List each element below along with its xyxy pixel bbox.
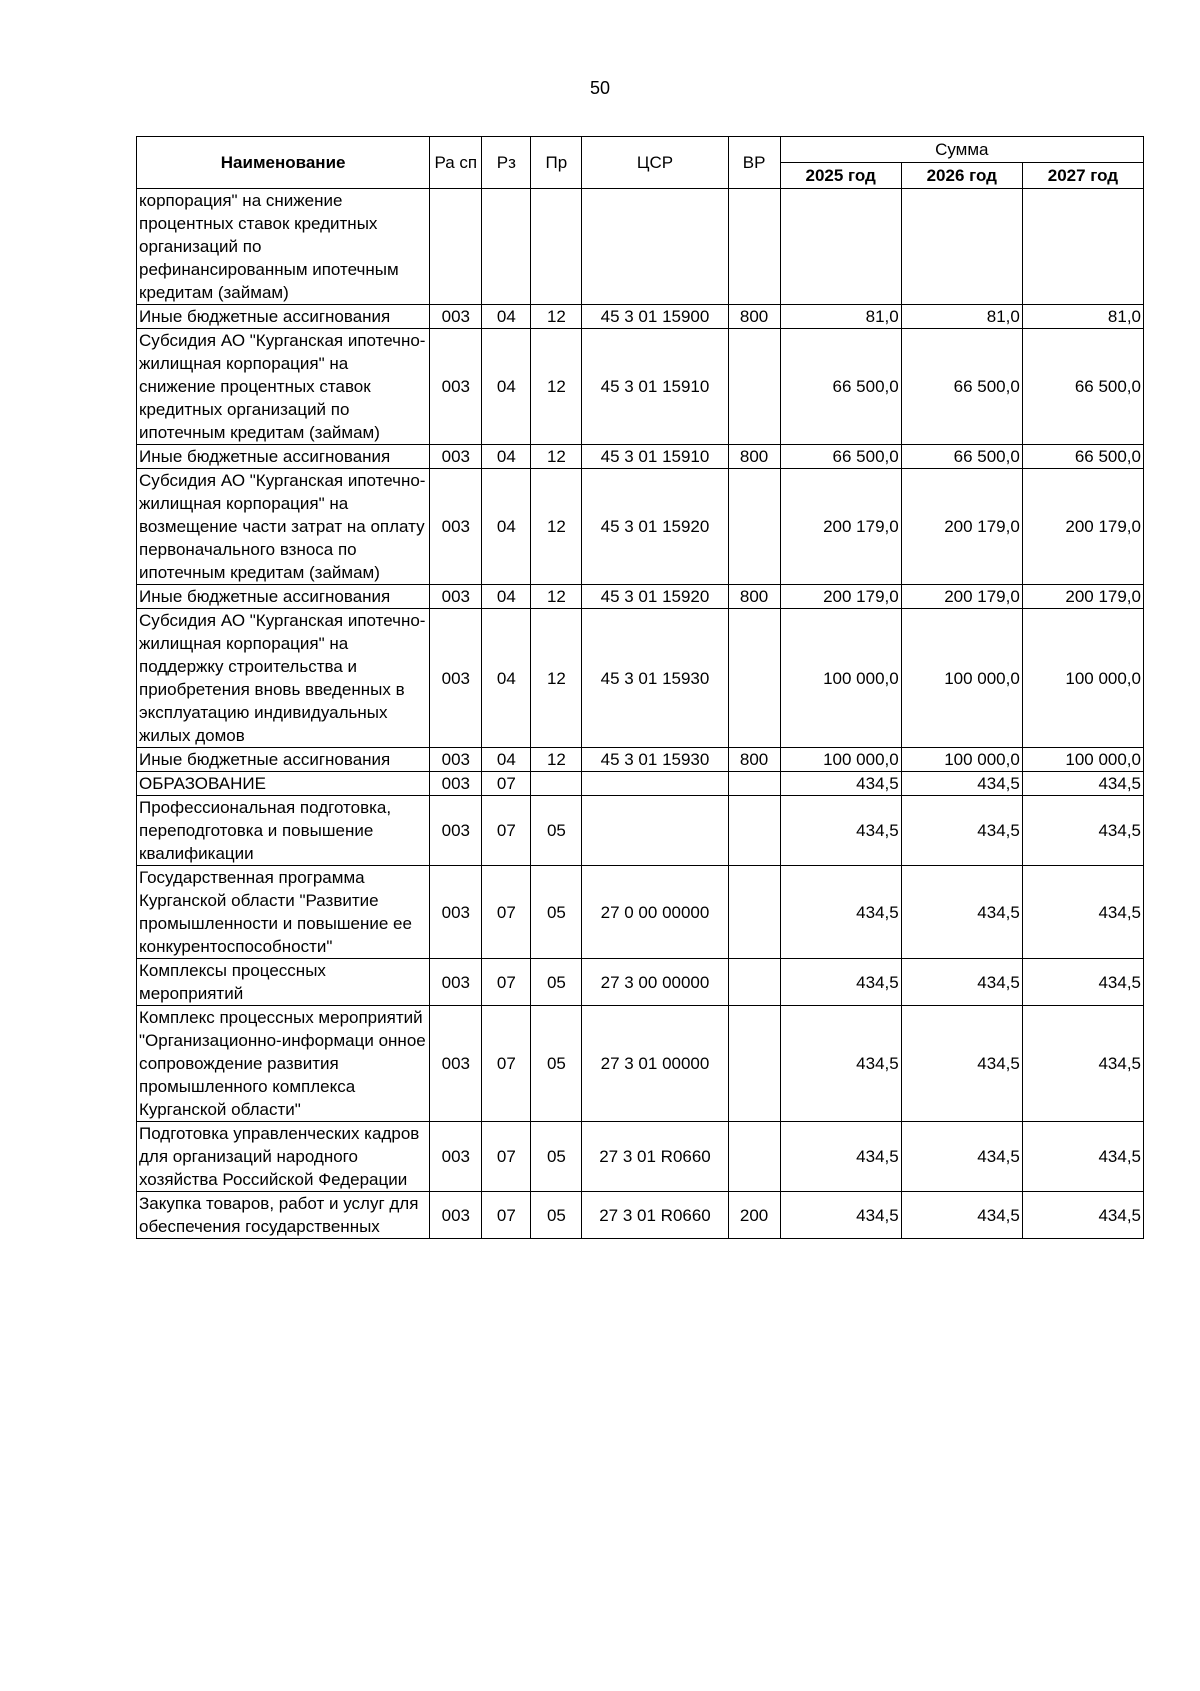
cell-csr xyxy=(582,772,728,796)
cell-pr: 12 xyxy=(531,609,582,748)
cell-rz: 07 xyxy=(482,1006,531,1122)
cell-2027: 434,5 xyxy=(1022,1192,1143,1239)
table-row xyxy=(137,585,1144,609)
cell-2026: 434,5 xyxy=(901,1006,1022,1122)
cell-pr: 05 xyxy=(531,1122,582,1192)
cell-rasp: 003 xyxy=(430,585,482,609)
cell-name: Комплексы процессных мероприятий xyxy=(137,959,430,1006)
table-row xyxy=(137,796,1144,866)
cell-2026: 434,5 xyxy=(901,772,1022,796)
cell-2025: 434,5 xyxy=(780,772,901,796)
table-row xyxy=(137,609,1144,748)
cell-2026: 434,5 xyxy=(901,866,1022,959)
cell-pr: 12 xyxy=(531,469,582,585)
cell-rz: 07 xyxy=(482,772,531,796)
table-row xyxy=(137,959,1144,1006)
cell-rasp: 003 xyxy=(430,1192,482,1239)
cell-rz: 07 xyxy=(482,866,531,959)
cell-rz: 04 xyxy=(482,305,531,329)
cell-2025: 200 179,0 xyxy=(780,469,901,585)
cell-rz: 07 xyxy=(482,959,531,1006)
table-row xyxy=(137,772,1144,796)
cell-rasp: 003 xyxy=(430,445,482,469)
cell-csr: 45 3 01 15910 xyxy=(582,329,728,445)
cell-rz: 04 xyxy=(482,748,531,772)
cell-rasp: 003 xyxy=(430,748,482,772)
cell-2027: 100 000,0 xyxy=(1022,609,1143,748)
cell-2026: 66 500,0 xyxy=(901,445,1022,469)
cell-2026: 100 000,0 xyxy=(901,748,1022,772)
header-name: Наименование xyxy=(137,137,430,189)
cell-2026: 434,5 xyxy=(901,1192,1022,1239)
cell-csr: 27 3 00 00000 xyxy=(582,959,728,1006)
page-number: 50 xyxy=(589,78,611,98)
cell-2027: 200 179,0 xyxy=(1022,469,1143,585)
cell-vr xyxy=(728,189,780,305)
cell-vr xyxy=(728,1006,780,1122)
cell-2025: 434,5 xyxy=(780,866,901,959)
cell-rz: 04 xyxy=(482,585,531,609)
cell-name: Профессиональная подготовка, переподготовка и повышение квалификации xyxy=(137,796,430,866)
cell-name: Закупка товаров, работ и услуг для обеспечения государственных xyxy=(137,1192,430,1239)
cell-pr: 05 xyxy=(531,959,582,1006)
cell-name: Иные бюджетные ассигнования xyxy=(137,748,430,772)
cell-vr: 800 xyxy=(728,748,780,772)
cell-rasp: 003 xyxy=(430,1006,482,1122)
cell-name: Иные бюджетные ассигнования xyxy=(137,305,430,329)
cell-2025: 434,5 xyxy=(780,1122,901,1192)
cell-csr: 27 3 01 R0660 xyxy=(582,1122,728,1192)
cell-vr xyxy=(728,609,780,748)
table-body xyxy=(137,189,1144,1239)
header-year-2027: 2027 год xyxy=(1022,163,1143,189)
cell-2027: 434,5 xyxy=(1022,796,1143,866)
cell-rasp: 003 xyxy=(430,609,482,748)
cell-rasp: 003 xyxy=(430,866,482,959)
cell-csr: 27 0 00 00000 xyxy=(582,866,728,959)
cell-rasp: 003 xyxy=(430,1122,482,1192)
cell-2026 xyxy=(901,189,1022,305)
cell-name: Государственная программа Курганской области "Развитие промышленности и повышение ее конкурентоспособности" xyxy=(137,866,430,959)
cell-2026: 100 000,0 xyxy=(901,609,1022,748)
table-row xyxy=(137,866,1144,959)
cell-2027: 100 000,0 xyxy=(1022,748,1143,772)
cell-name: Субсидия АО "Курганская ипотечно-жилищная корпорация" на снижение процентных ставок кредитных организаций по ипотечным кредитам (займам) xyxy=(137,329,430,445)
cell-csr: 45 3 01 15910 xyxy=(582,445,728,469)
cell-name: Иные бюджетные ассигнования xyxy=(137,585,430,609)
cell-rz: 04 xyxy=(482,609,531,748)
cell-pr: 12 xyxy=(531,585,582,609)
header-rasp: Ра сп xyxy=(430,137,482,189)
table-row xyxy=(137,189,1144,305)
cell-rasp: 003 xyxy=(430,796,482,866)
cell-csr: 27 3 01 00000 xyxy=(582,1006,728,1122)
cell-rasp: 003 xyxy=(430,772,482,796)
cell-csr: 45 3 01 15920 xyxy=(582,469,728,585)
table-row xyxy=(137,748,1144,772)
cell-2025 xyxy=(780,189,901,305)
cell-csr: 45 3 01 15900 xyxy=(582,305,728,329)
cell-name: ОБРАЗОВАНИЕ xyxy=(137,772,430,796)
cell-pr xyxy=(531,772,582,796)
cell-rasp: 003 xyxy=(430,959,482,1006)
budget-table xyxy=(136,136,1144,1239)
cell-name: Субсидия АО "Курганская ипотечно-жилищная корпорация" на возмещение части затрат на оплату первоначального взноса по ипотечным кредитам (займам) xyxy=(137,469,430,585)
cell-pr xyxy=(531,189,582,305)
cell-2025: 434,5 xyxy=(780,1006,901,1122)
cell-vr: 800 xyxy=(728,445,780,469)
cell-2027: 66 500,0 xyxy=(1022,445,1143,469)
cell-2027: 66 500,0 xyxy=(1022,329,1143,445)
table-row xyxy=(137,305,1144,329)
cell-rasp: 003 xyxy=(430,305,482,329)
header-csr: ЦСР xyxy=(582,137,728,189)
cell-2027: 434,5 xyxy=(1022,866,1143,959)
cell-2027: 434,5 xyxy=(1022,1122,1143,1192)
cell-2025: 81,0 xyxy=(780,305,901,329)
cell-pr: 05 xyxy=(531,1006,582,1122)
table-row xyxy=(137,469,1144,585)
cell-vr xyxy=(728,959,780,1006)
cell-csr: 45 3 01 15930 xyxy=(582,609,728,748)
cell-2027: 81,0 xyxy=(1022,305,1143,329)
cell-csr: 45 3 01 15930 xyxy=(582,748,728,772)
header-pr: Пр xyxy=(531,137,582,189)
cell-rz: 04 xyxy=(482,469,531,585)
cell-rasp: 003 xyxy=(430,469,482,585)
cell-2025: 434,5 xyxy=(780,796,901,866)
cell-name: Подготовка управленческих кадров для организаций народного хозяйства Российской Федерации xyxy=(137,1122,430,1192)
cell-csr xyxy=(582,796,728,866)
cell-pr: 12 xyxy=(531,305,582,329)
cell-vr: 800 xyxy=(728,585,780,609)
cell-rz: 04 xyxy=(482,445,531,469)
cell-vr xyxy=(728,469,780,585)
cell-2027: 434,5 xyxy=(1022,772,1143,796)
table-row xyxy=(137,445,1144,469)
cell-vr xyxy=(728,866,780,959)
cell-vr xyxy=(728,329,780,445)
cell-pr: 12 xyxy=(531,748,582,772)
cell-vr: 200 xyxy=(728,1192,780,1239)
cell-name: Иные бюджетные ассигнования xyxy=(137,445,430,469)
table-row xyxy=(137,329,1144,445)
cell-2025: 434,5 xyxy=(780,959,901,1006)
cell-name: Комплекс процессных мероприятий "Организационно-информаци онное сопровождение развития промышленного комплекса Курганской области" xyxy=(137,1006,430,1122)
header-sum: Сумма xyxy=(780,137,1143,163)
cell-2025: 100 000,0 xyxy=(780,748,901,772)
table-row xyxy=(137,1192,1144,1239)
cell-2027: 200 179,0 xyxy=(1022,585,1143,609)
table-row xyxy=(137,1006,1144,1122)
cell-2025: 66 500,0 xyxy=(780,445,901,469)
cell-2025: 200 179,0 xyxy=(780,585,901,609)
cell-name: Субсидия АО "Курганская ипотечно-жилищная корпорация" на поддержку строительства и приобретения вновь введенных в эксплуатацию индивидуальных жилых домов xyxy=(137,609,430,748)
cell-name: корпорация" на снижение процентных ставок кредитных организаций по рефинансированным ипотечным кредитам (займам) xyxy=(137,189,430,305)
cell-2025: 434,5 xyxy=(780,1192,901,1239)
cell-pr: 05 xyxy=(531,866,582,959)
cell-vr xyxy=(728,796,780,866)
cell-2027 xyxy=(1022,189,1143,305)
cell-2026: 434,5 xyxy=(901,1122,1022,1192)
cell-2025: 66 500,0 xyxy=(780,329,901,445)
cell-rz xyxy=(482,189,531,305)
table-row xyxy=(137,1122,1144,1192)
cell-rz: 04 xyxy=(482,329,531,445)
cell-2026: 434,5 xyxy=(901,959,1022,1006)
cell-pr: 05 xyxy=(531,796,582,866)
cell-rasp xyxy=(430,189,482,305)
cell-pr: 05 xyxy=(531,1192,582,1239)
cell-2027: 434,5 xyxy=(1022,1006,1143,1122)
cell-csr xyxy=(582,189,728,305)
cell-csr: 45 3 01 15920 xyxy=(582,585,728,609)
cell-pr: 12 xyxy=(531,329,582,445)
cell-vr xyxy=(728,1122,780,1192)
cell-2026: 200 179,0 xyxy=(901,469,1022,585)
cell-vr: 800 xyxy=(728,305,780,329)
cell-2026: 66 500,0 xyxy=(901,329,1022,445)
cell-rz: 07 xyxy=(482,1192,531,1239)
cell-2026: 200 179,0 xyxy=(901,585,1022,609)
cell-2027: 434,5 xyxy=(1022,959,1143,1006)
header-vr: ВР xyxy=(728,137,780,189)
cell-2026: 81,0 xyxy=(901,305,1022,329)
header-year-2026: 2026 год xyxy=(901,163,1022,189)
cell-pr: 12 xyxy=(531,445,582,469)
cell-vr xyxy=(728,772,780,796)
cell-rz: 07 xyxy=(482,1122,531,1192)
header-year-2025: 2025 год xyxy=(780,163,901,189)
cell-2026: 434,5 xyxy=(901,796,1022,866)
cell-rasp: 003 xyxy=(430,329,482,445)
cell-rz: 07 xyxy=(482,796,531,866)
cell-csr: 27 3 01 R0660 xyxy=(582,1192,728,1239)
header-rz: Рз xyxy=(482,137,531,189)
cell-2025: 100 000,0 xyxy=(780,609,901,748)
